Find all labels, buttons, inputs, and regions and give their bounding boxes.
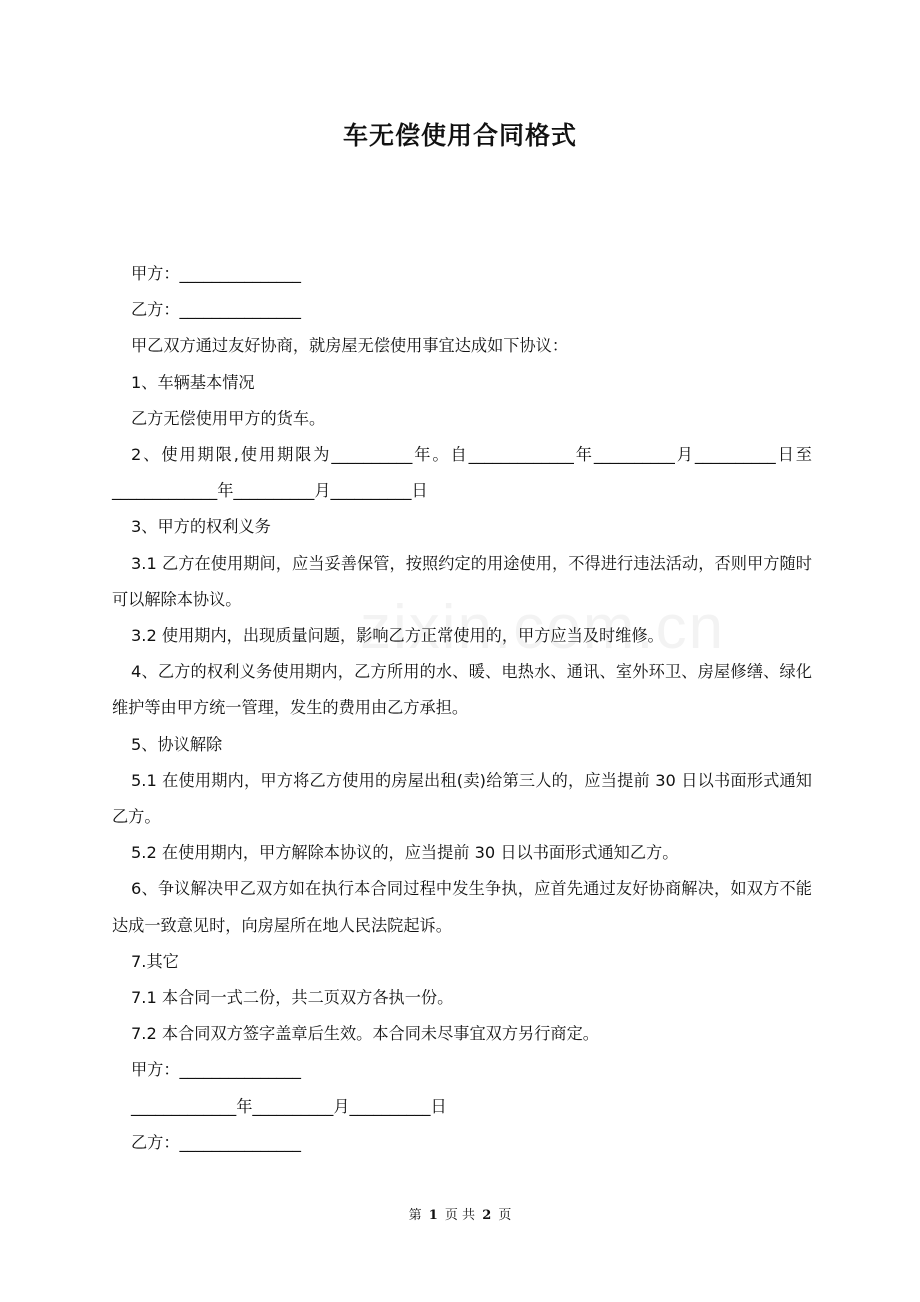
footer-prefix: 第 [408, 1208, 422, 1223]
paragraph: 6、争议解决甲乙双方如在执行本合同过程中发生争执，应首先通过友好协商解决，如双方不能达成一致意见时，向房屋所在地人民法院起诉。 [112, 879, 812, 935]
paragraph: 乙方无偿使用甲方的货车。 [131, 408, 326, 428]
paragraph: _____________年__________月__________日 [131, 1096, 447, 1116]
footer-page-number: 1 [428, 1208, 438, 1223]
footer-middle: 页 共 [444, 1208, 476, 1223]
paragraph: 5.2 在使用期内，甲方解除本协议的，应当提前 30 日以书面形式通知乙方。 [131, 843, 679, 863]
page-footer [0, 1204, 920, 1223]
paragraph: 甲方：_______________ [131, 1060, 301, 1080]
paragraph: 乙方：_______________ [131, 1132, 301, 1152]
paragraph: 乙方：_______________ [131, 300, 301, 320]
footer-total-pages: 2 [482, 1208, 492, 1223]
paragraph: 5.1 在使用期内，甲方将乙方使用的房屋出租(卖)给第三人的，应当提前 30 日以书面形式通知乙方。 [112, 770, 812, 827]
paragraph: 3.2 使用期内，出现质量问题，影响乙方正常使用的，甲方应当及时维修。 [131, 626, 664, 646]
footer-suffix: 页 [498, 1208, 512, 1223]
paragraph: 2、使用期限,使用期限为__________年。自_____________年__________月__________日至_____________年__________月__________日 [112, 445, 812, 501]
paragraph: 甲乙双方通过友好协商，就房屋无偿使用事宜达成如下协议： [131, 336, 569, 356]
document-title: 车无偿使用合同格式 [342, 121, 577, 150]
paragraph: 3.1 乙方在使用期间，应当妥善保管，按照约定的用途使用，不得进行违法活动，否则甲方随时可以解除本协议。 [112, 553, 812, 609]
paragraph: 甲方：_______________ [131, 264, 301, 283]
paragraph: 1、车辆基本情况 [131, 372, 255, 392]
document-body [112, 256, 812, 1161]
paragraph: 7.2 本合同双方签字盖章后生效。本合同未尽事宜双方另行商定。 [131, 1024, 599, 1044]
paragraph: 4、乙方的权利义务使用期内，乙方所用的水、暖、电热水、通讯、室外环卫、房屋修缮、绿化维护等由甲方统一管理，发生的费用由乙方承担。 [112, 662, 812, 718]
paragraph: 7.其它 [131, 951, 179, 971]
paragraph: 7.1 本合同一式二份，共二页双方各执一份。 [131, 988, 454, 1008]
paragraph: 5、协议解除 [131, 734, 223, 754]
paragraph: 3、甲方的权利义务 [131, 517, 271, 537]
